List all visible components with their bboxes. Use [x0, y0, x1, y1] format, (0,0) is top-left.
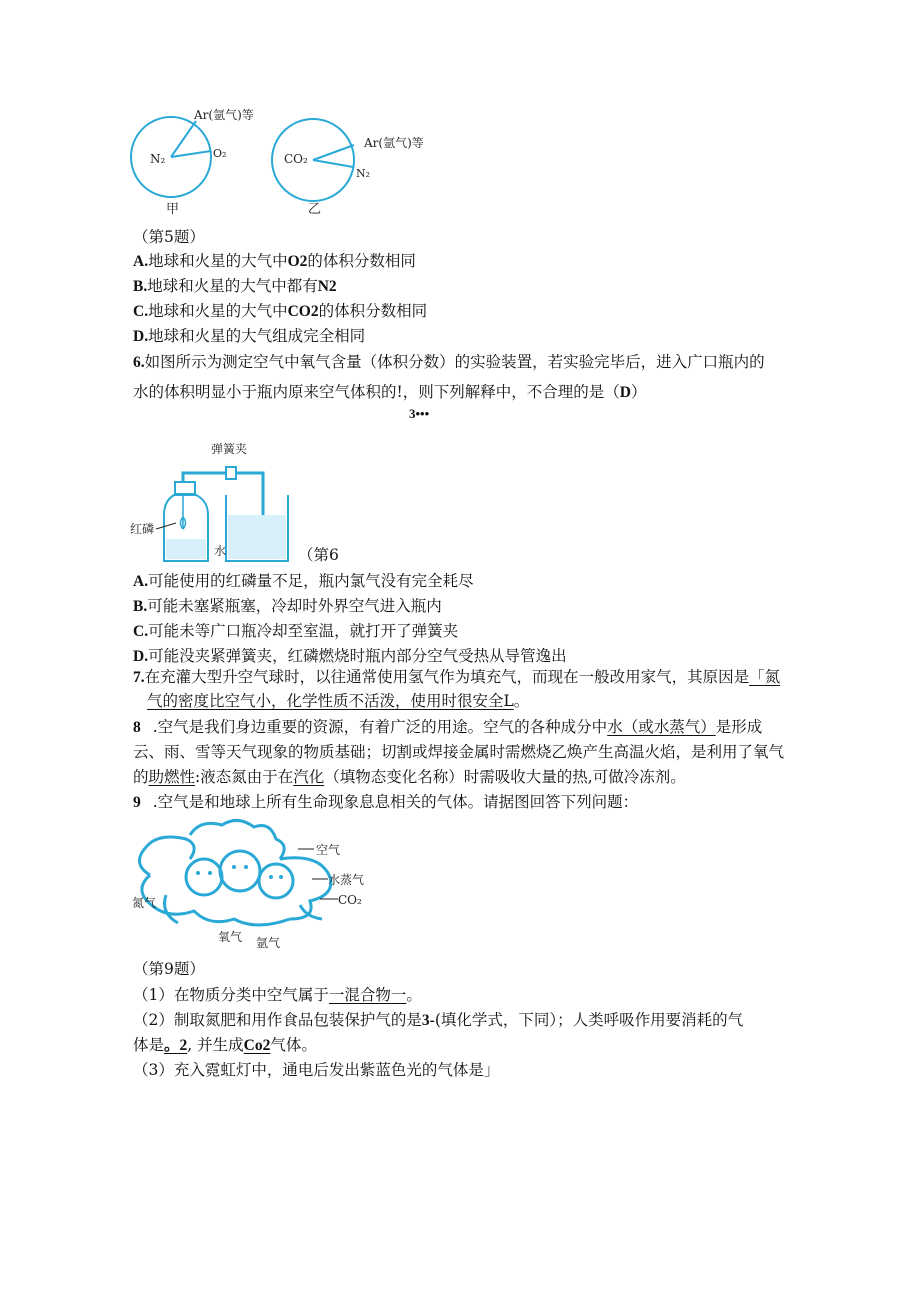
question-text: 制取氮肥和用作食品包装保护气的是	[173, 1011, 422, 1029]
question-text: .空气是我们身边重要的资源，有着广泛的用途。空气的各种成分中	[152, 718, 608, 736]
answer-text: 汽化	[293, 768, 325, 786]
q7-line2	[147, 690, 529, 712]
option-letter: C.	[133, 623, 149, 640]
subquestion-number: （3）	[133, 1061, 174, 1079]
answer-text: 「氮	[749, 668, 781, 686]
question-text: （填物态变化名称）时需吸收大量的热,可做冷冻剂。	[324, 768, 686, 786]
answer-text: 。2	[164, 1037, 188, 1054]
mars-caption: 乙	[308, 202, 322, 217]
co2-label: CO₂	[338, 893, 362, 907]
question-text: ）	[630, 383, 647, 401]
question-text: 体是	[133, 1036, 165, 1054]
mars-n2-sector-line	[313, 160, 353, 167]
q7-line1	[133, 666, 780, 689]
option-text: 地球和火星的大气中	[148, 252, 288, 270]
earth-ar-sector-line	[171, 121, 196, 157]
clamp-label: 弹簧夹	[211, 442, 248, 456]
q6-figure-caption: （第6	[298, 546, 339, 564]
question-text: :液态氮由于在	[195, 768, 294, 786]
q9-part2-line2	[133, 1034, 317, 1057]
option-letter: B.	[133, 598, 148, 615]
option-text: 地球和火星的大气中都有	[147, 277, 318, 295]
earth-ar-label: Ar(氩气)等	[194, 108, 254, 122]
earth-o2-sector-line	[171, 151, 211, 157]
q6-option-c	[133, 620, 458, 643]
question-text: (填化学式，下同）；人类呼吸作用要消耗的气	[434, 1011, 744, 1029]
q9-stem	[133, 791, 638, 814]
subquestion-number: （1）	[133, 986, 174, 1004]
answer-text: D	[619, 384, 631, 401]
option-text: 地球和火星的大气组成完全相同	[148, 327, 366, 345]
question-text: 。	[406, 986, 422, 1004]
q8-line1	[133, 716, 762, 739]
question-text: 气体。	[270, 1036, 317, 1054]
q5-figure-note: （第5题）	[133, 228, 205, 246]
mars-n2-label: N₂	[356, 167, 371, 180]
q6-stem-line1	[133, 351, 765, 374]
question-text: 是形成	[715, 718, 763, 736]
option-letter: A.	[133, 253, 149, 270]
cloud-outline	[139, 820, 330, 925]
q9-air-cartoon	[130, 815, 370, 950]
question-text: 在充灌大型升空气球时，以往通常使用氢气作为填充气，而现在一般改用家气，其原因是	[144, 668, 750, 686]
question-text: 的	[133, 768, 149, 786]
q6-option-d	[133, 645, 567, 668]
phosphorus-pointer	[156, 523, 176, 529]
q5-option-d	[133, 325, 365, 348]
beaker-water	[228, 515, 286, 559]
water-label: 水	[214, 544, 227, 558]
q6-option-a	[133, 570, 474, 593]
option-letter: C.	[133, 303, 149, 320]
option-text: 的体积分数相同	[307, 252, 416, 270]
q5-atmosphere-diagram	[128, 105, 438, 225]
q6-stem-line2	[133, 381, 646, 404]
question-text: 如图所示为测定空气中氧气含量（体积分数）的实验装置，若实验完毕后，进入广口瓶内的	[144, 353, 765, 371]
q8-line3	[133, 766, 686, 788]
q6-apparatus-diagram	[128, 437, 298, 567]
q5-option-c	[133, 300, 427, 323]
q8-line2: 云、雨、雪等天气现象的物质基础；切割或焊接金属时需燃烧乙焕产生高温火焰，是利用了氧气	[133, 743, 785, 761]
option-text: 的体积分数相同	[318, 302, 428, 320]
answer-text: 气的密度比空气小，化学性质不活泼，使用时很安全L	[147, 692, 514, 710]
option-text: 可能未塞紧瓶塞，冷却时外界空气进入瓶内	[147, 597, 442, 615]
answer-text: 3-	[421, 1012, 435, 1029]
oxygen-label: 氧气	[218, 930, 243, 944]
nitrogen-label: 氮气	[132, 896, 157, 910]
argon-label: 氩气	[256, 936, 281, 950]
question-text: 充入霓虹灯中，通电后发出紫蓝色光的气体是」	[173, 1061, 500, 1079]
subquestion-number: （2）	[133, 1011, 174, 1029]
question-number: 6.	[133, 354, 145, 371]
spring-clamp	[226, 467, 236, 479]
option-letter: D.	[133, 648, 149, 665]
option-text: 可能使用的红磷量不足，瓶内氯气没有完全耗尽	[148, 572, 474, 590]
option-letter: B.	[133, 278, 148, 295]
answer-text: 助燃性	[148, 768, 196, 786]
fraction-marker: 3•••	[409, 406, 430, 421]
option-letter: A.	[133, 573, 149, 590]
question-text: .空气是和地球上所有生命现象息息相关的气体。请据图回答下列问题：	[152, 793, 639, 811]
air-label: 空气	[316, 843, 341, 857]
bottle-water	[166, 539, 206, 559]
formula: O2	[287, 253, 308, 270]
earth-o2-label: O₂	[213, 147, 227, 160]
q9-part3	[133, 1059, 499, 1081]
question-text: 在物质分类中空气属于	[173, 986, 329, 1004]
q5-option-b	[133, 275, 337, 298]
question-text: , 并生成	[187, 1036, 244, 1054]
formula: CO2	[287, 303, 319, 320]
option-letter: D.	[133, 328, 149, 345]
mars-co2-label: CO₂	[284, 152, 308, 166]
q9-figure-note: （第9题）	[133, 960, 205, 978]
earth-caption: 甲	[166, 202, 180, 217]
q9-part1	[133, 984, 422, 1006]
answer-text: Co2	[243, 1037, 271, 1054]
q5-option-a	[133, 250, 416, 273]
question-text: 水的体积明显小于瓶内原来空气体积的!，则下列解释中，不合理的是（	[133, 383, 620, 401]
option-text: 可能未等广口瓶冷却至室温，就打开了弹簧夹	[148, 622, 459, 640]
question-text: 。	[513, 692, 530, 710]
vapor-label: 水蒸气	[328, 873, 365, 887]
option-text: 地球和火星的大气中	[148, 302, 288, 320]
phosphorus-label: 红磷	[130, 522, 155, 536]
formula: N2	[317, 278, 337, 295]
question-number: 7.	[133, 669, 145, 686]
phosphorus-spoon	[181, 495, 186, 529]
answer-text: 水（或水蒸气）	[607, 718, 716, 736]
cartoon-faces	[196, 865, 283, 879]
mars-ar-sector-line	[313, 145, 354, 160]
q9-part2-line1	[133, 1009, 743, 1032]
question-number: 8	[133, 719, 141, 736]
answer-text: 一混合物一	[328, 986, 407, 1004]
mars-ar-label: Ar(氩气)等	[364, 136, 424, 150]
earth-n2-label: N₂	[150, 152, 166, 166]
question-number: 9	[133, 794, 141, 811]
q6-option-b	[133, 595, 442, 618]
bottle-stopper	[175, 482, 195, 494]
option-text: 可能没夹紧弹簧夹，红磷燃烧时瓶内部分空气受热从导管逸出	[148, 647, 567, 665]
